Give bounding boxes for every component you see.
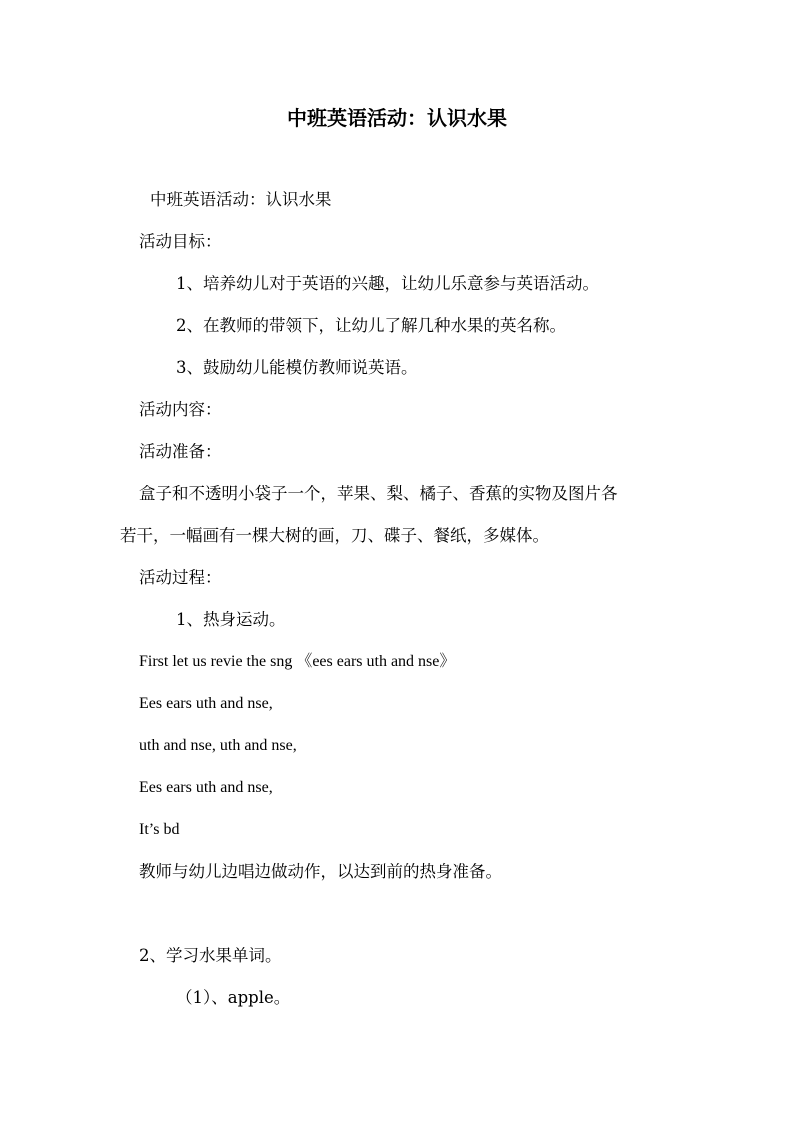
word-item-apple: （1）、apple。 — [176, 988, 291, 1007]
song-lyric-line-3: Ees ears uth and nse, — [139, 779, 273, 796]
song-lyric-line-1: Ees ears uth and nse, — [139, 695, 273, 712]
intro-line: 中班英语活动：认识水果 — [150, 190, 332, 209]
section-heading-goals: 活动目标： — [139, 232, 222, 251]
section-heading-process: 活动过程： — [139, 568, 222, 587]
goal-item-3: 3、鼓励幼儿能模仿教师说英语。 — [176, 358, 418, 377]
song-lyric-line-2: uth and nse, uth and nse, — [139, 737, 297, 754]
document-title: 中班英语活动：认识水果 — [287, 106, 507, 130]
goal-item-1: 1、培养幼儿对于英语的兴趣，让幼儿乐意参与英语活动。 — [176, 274, 599, 293]
song-lyric-line-4: It’s bd — [139, 821, 180, 838]
preparation-text-line-2: 若干，一幅画有一棵大树的画，刀、碟子、餐纸，多媒体。 — [120, 526, 549, 545]
preparation-text-line-1: 盒子和不透明小袋子一个，苹果、梨、橘子、香蕉的实物及图片各 — [139, 484, 618, 503]
section-heading-preparation: 活动准备： — [139, 442, 222, 461]
section-heading-content: 活动内容： — [139, 400, 222, 419]
warmup-description: 教师与幼儿边唱边做动作，以达到前的热身准备。 — [139, 862, 502, 881]
song-intro-line: First let us revie the sng 《ees ears uth and nse》 — [139, 653, 456, 670]
goal-item-2: 2、在教师的带领下，让幼儿了解几种水果的英名称。 — [176, 316, 566, 335]
process-step-2: 2、学习水果单词。 — [139, 946, 282, 965]
process-step-1: 1、热身运动。 — [176, 610, 286, 629]
